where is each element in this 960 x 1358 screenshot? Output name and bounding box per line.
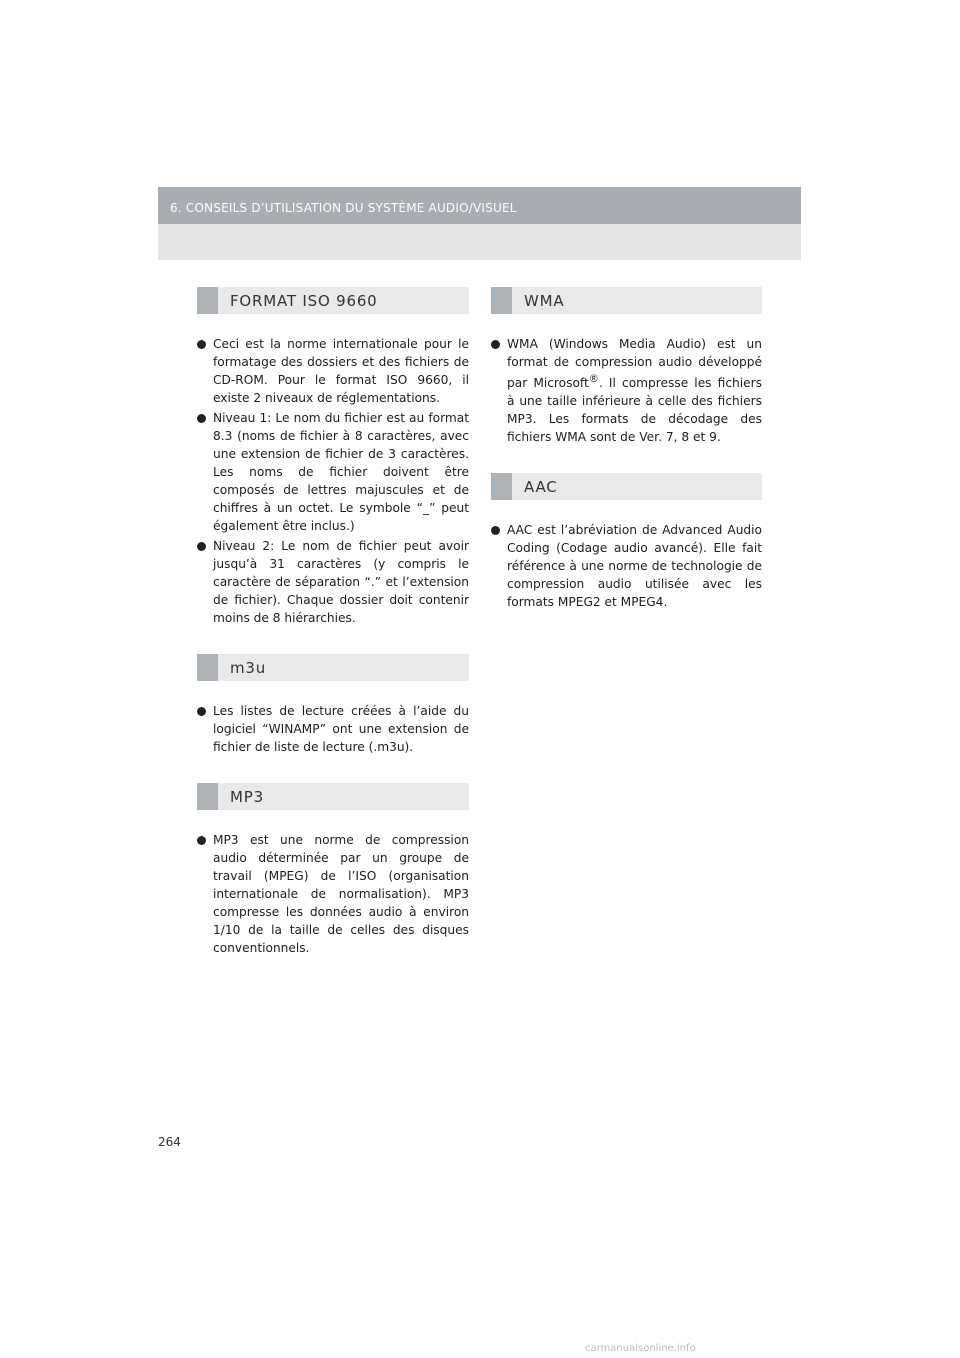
section-title: WMA — [524, 292, 565, 310]
left-column — [197, 287, 469, 959]
section-marker — [491, 287, 512, 314]
section-marker — [197, 654, 218, 681]
list-item — [491, 335, 762, 446]
bullet-dot-icon — [491, 526, 500, 535]
list-item — [491, 521, 762, 611]
list-item — [197, 335, 469, 407]
list-item — [197, 537, 469, 627]
bullet-dot-icon — [197, 542, 206, 551]
section-header-aac — [491, 473, 762, 500]
bullet-dot-icon — [197, 707, 206, 716]
registered-mark: ® — [588, 374, 599, 385]
list-item — [197, 409, 469, 535]
list-item-text: Niveau 1: Le nom du fichier est au format 8.3 (noms de fichier à 8 caractères, avec une extension de fichier de 3 caractères. Les noms de fichier doivent être composés de lettres majuscules et de chiffres à un octet. Le symbole “_” peut également être inclus.) — [213, 411, 469, 533]
right-column — [491, 287, 762, 613]
section-title: FORMAT ISO 9660 — [230, 292, 378, 310]
bullet-dot-icon — [197, 414, 206, 423]
list-item-text: AAC est l’abréviation de Advanced Audio Coding (Codage audio avancé). Elle fait référence à une norme de technologie de compression audio utilisée avec les formats MPEG2 et MPEG4. — [507, 523, 762, 610]
chapter-header-band — [158, 224, 801, 260]
list-item — [197, 831, 469, 957]
list-item-text: Les listes de lecture créées à l’aide du logiciel “WINAMP” ont une extension de fichier de liste de lecture (.m3u). — [213, 704, 469, 754]
section-header-iso9660 — [197, 287, 469, 314]
list-item-text: Ceci est la norme internationale pour le formatage des dossiers et des fichiers de CD-ROM. Pour le format ISO 9660, il existe 2 niveaux de réglementations. — [213, 337, 469, 405]
section-header-m3u — [197, 654, 469, 681]
section-header-mp3 — [197, 783, 469, 810]
section-marker — [197, 287, 218, 314]
section-marker — [491, 473, 512, 500]
section-title: m3u — [230, 659, 267, 677]
list-item-text: MP3 est une norme de compression audio déterminée par un groupe de travail (MPEG) de l’ISO (organisation internationale de normalisation). MP3 compresse les données audio à environ 1/10 de la taille de celles des disques conventionnels. — [213, 833, 469, 955]
list-item — [197, 702, 469, 756]
chapter-title: 6. CONSEILS D’UTILISATION DU SYSTÈME AUDIO/VISUEL — [170, 201, 517, 215]
bullet-dot-icon — [197, 836, 206, 845]
footer-watermark: carmanualsonline.info — [585, 1343, 696, 1354]
list-item-text: Niveau 2: Le nom de fichier peut avoir jusqu’à 31 caractères (y compris le caractère de séparation “.” et l’extension de fichier). Chaque dossier doit contenir moins de 8 hiérarchies. — [213, 539, 469, 625]
section-marker — [197, 783, 218, 810]
bullet-dot-icon — [197, 340, 206, 349]
page-number: 264 — [158, 1135, 181, 1149]
section-title: AAC — [524, 478, 558, 497]
section-title: MP3 — [230, 788, 264, 806]
section-header-wma — [491, 287, 762, 314]
list-item-text: WMA (Windows Media Audio) est un format de compression audio développé par Microsoft®. Il compresse les fichiers à une taille inférieure à celle des fichiers MP3. Les formats de décodage des fichiers WMA sont de Ver. 7, 8 et 9. — [507, 337, 762, 445]
bullet-dot-icon — [491, 340, 500, 349]
chapter-header — [158, 187, 801, 224]
